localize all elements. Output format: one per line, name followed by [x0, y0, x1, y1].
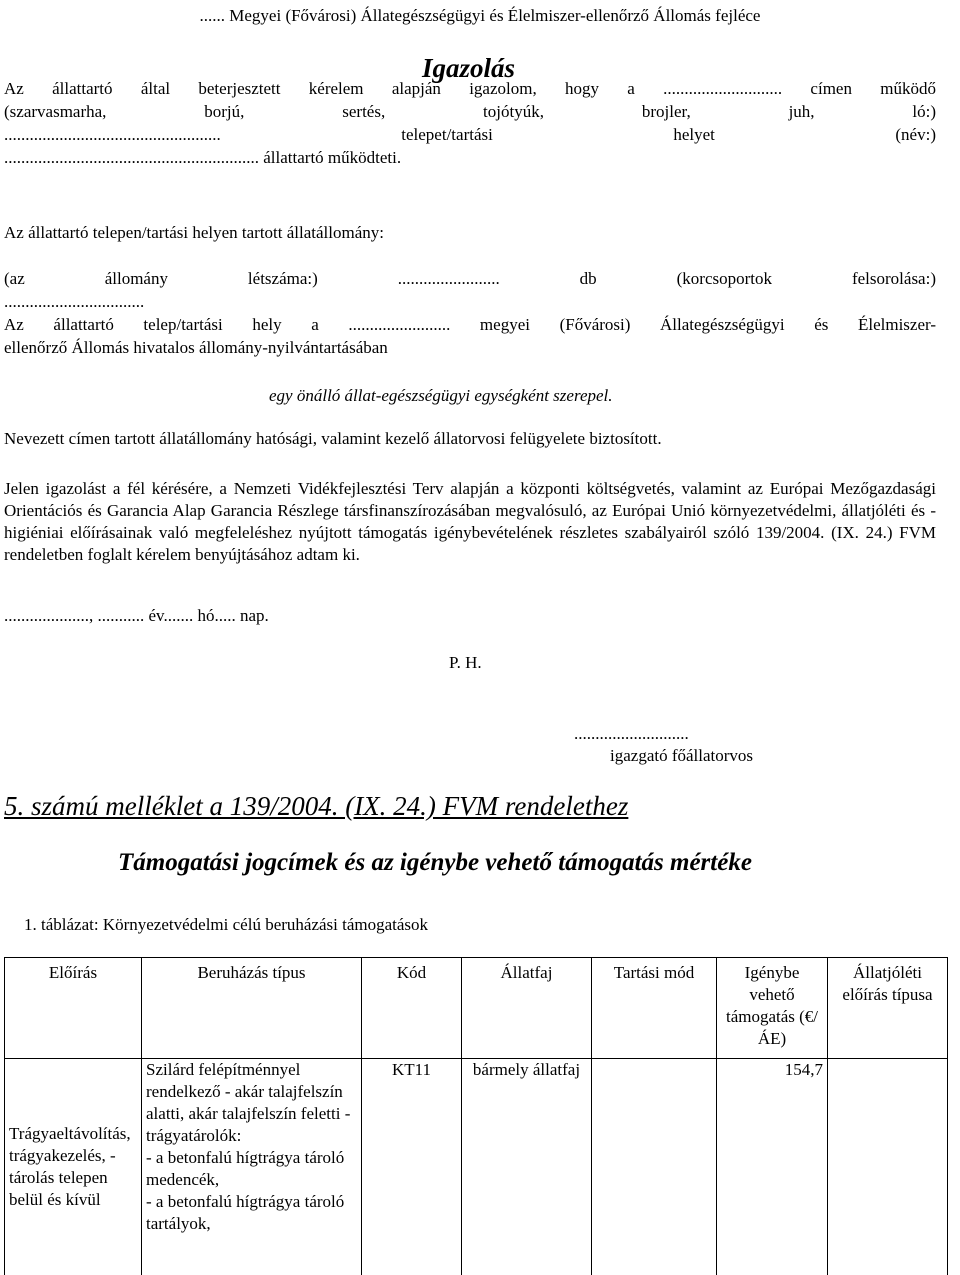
body-line-3: ................................................... telepet/tartási helyet (név:)	[4, 124, 936, 146]
header-beruhazas-tipus: Beruházás típus	[142, 958, 362, 1059]
signature-line: ...........................	[574, 723, 689, 745]
body-line-2: (szarvasmarha, borjú, sertés, tojótyúk, brojler, juh, ló:)	[4, 101, 936, 123]
cell-tartasi-mod	[592, 1059, 717, 1275]
body-line-6: .................................	[4, 291, 144, 313]
cell-eloiras: Trágyaeltávolítás, trágyakezelés, -tárolás telepen belül és kívül	[5, 1059, 142, 1275]
body-line-4: ............................................................ állattartó működteti.	[4, 147, 401, 169]
cell-beruhazas-line: Szilárd felépítménnyel rendelkező - akár talajfelszín alatti, akár talajfelszín feletti - trágyatárolók:	[146, 1059, 357, 1147]
body-line-7: Az állattartó telep/tartási hely a ........................ megyei (Fővárosi) Állategészségügyi és Élelmiszer-	[4, 314, 936, 336]
cell-allatjoleti	[828, 1059, 948, 1275]
cell-beruhazas-line: - a betonfalú hígtrágya tároló tartályok,	[146, 1191, 357, 1235]
header-allatfaj: Állatfaj	[462, 958, 592, 1059]
body-line-5: (az állomány létszáma:) ........................ db (korcsoportok felsorolása:)	[4, 268, 936, 290]
date-line: ...................., ........... év....... hó..... nap.	[4, 605, 269, 627]
signature-role: igazgató főállatorvos	[610, 745, 753, 767]
support-table	[4, 957, 948, 1275]
issuance-paragraph: Jelen igazolást a fél kérésére, a Nemzeti Vidékfejlesztési Terv alapján a központi költségvetés, valamint az Európai Mezőgazdasági Orientációs és Garancia Alap Garancia Részlege társfinanszírozásában megvalósuló, az Európai Unió környezetvédelmi, állatjóléti és -higiéniai előírásainak való megfeleléshez nyújtott támogatás igénybevételének részletes szabályairól szóló 139/2004. (IX. 24.) FVM rendeletben foglalt kérelem benyújtásához adtam ki.	[4, 478, 936, 566]
stock-heading: Az állattartó telepen/tartási helyen tartott állatállomány:	[4, 222, 384, 244]
header-tartasi-mod: Tartási mód	[592, 958, 717, 1059]
table-row	[5, 1059, 948, 1275]
header-kod: Kód	[362, 958, 462, 1059]
letterhead: ...... Megyei (Fővárosi) Állategészségügyi és Élelmiszer-ellenőrző Állomás fejléce	[0, 5, 960, 27]
body-line-8: ellenőrző Állomás hivatalos állomány-nyilvántartásában	[4, 337, 388, 359]
annex-heading: 5. számú melléklet a 139/2004. (IX. 24.) FVM rendelethez	[4, 790, 628, 822]
document-title: Igazolás	[422, 52, 515, 84]
unit-line: egy önálló állat-egészségügyi egységként szerepel.	[269, 385, 613, 407]
stamp-placeholder: P. H.	[449, 652, 482, 674]
cell-beruhazas-line: - a betonfalú hígtrágya tároló medencék,	[146, 1147, 357, 1191]
header-allatjoleti: Állatjóléti előírás típusa	[828, 958, 948, 1059]
cell-allatfaj: bármely állatfaj	[462, 1059, 592, 1275]
table-header-row	[5, 958, 948, 1059]
cell-tamogatas: 154,7	[717, 1059, 828, 1275]
header-tamogatas: Igénybe vehető támogatás (€/ÁE)	[717, 958, 828, 1059]
body-line-1: Az állattartó által beterjesztett kérelem alapján igazolom, hogy a ............................ címen működő	[4, 78, 936, 100]
cell-beruhazas-tipus	[142, 1059, 362, 1275]
annex-subtitle: Támogatási jogcímek és az igénybe vehető támogatás mértéke	[118, 847, 752, 879]
header-eloiras: Előírás	[5, 958, 142, 1059]
cell-kod: KT11	[362, 1059, 462, 1275]
supervision-line: Nevezett címen tartott állatállomány hatósági, valamint kezelő állatorvosi felügyelete biztosított.	[4, 428, 662, 450]
table-caption: 1. táblázat: Környezetvédelmi célú beruházási támogatások	[24, 914, 428, 936]
